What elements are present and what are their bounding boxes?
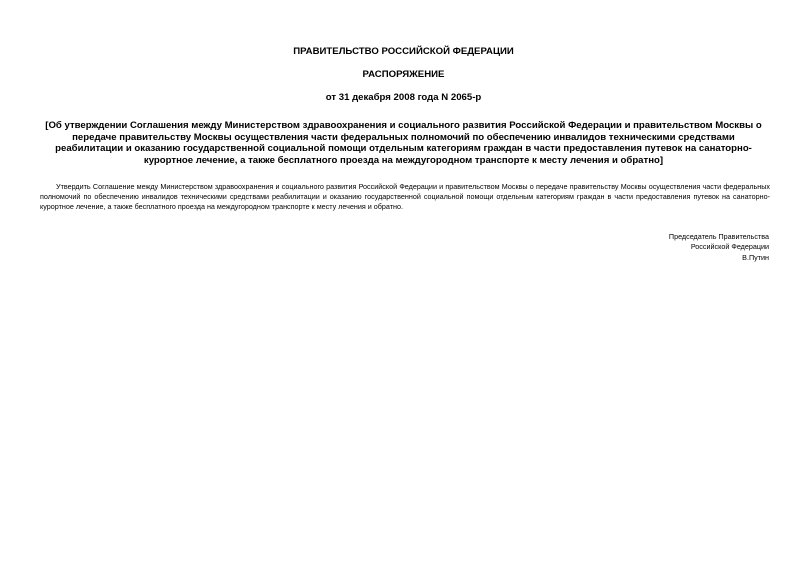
document-subject: [Об утверждении Соглашения между Министерством здравоохранения и социального развития Российской Федерации и правительством Москвы о передаче правительству Москвы осуществления части федеральных полномочий по обеспечению инвалидов техническими средствами реабилитации и оказанию государственной социальной помощи отдельным категориям граждан в части предоставления путевок на санаторно-курортное лечение, а также бесплатного проезда на междугородном транспорте к месту лечения и обратно] — [45, 120, 762, 166]
document-type-heading: РАСПОРЯЖЕНИЕ — [362, 69, 445, 80]
document-date-number: от 31 декабря 2008 года N 2065-р — [325, 92, 482, 103]
signature-title-line2: Российской Федерации — [690, 242, 769, 252]
signature-title-line1: Председатель Правительства — [668, 232, 769, 241]
signature-block — [669, 232, 769, 263]
signature-name: В.Путин — [742, 252, 769, 262]
document-body-paragraph: Утвердить Соглашение между Министерством здравоохранения и социального развития Российской Федерации и правительством Москвы о передаче правительству Москвы осуществления части федеральных полномочий по обеспечению инвалидов техническими средствами реабилитации и оказанию государственной социальной помощи отдельным категориям граждан в части предоставления путевок на санаторно-курортное лечение, а также бесплатного проезда на междугородном транспорте к месту лечения и обратно. — [40, 182, 770, 211]
organization-heading: ПРАВИТЕЛЬСТВО РОССИЙСКОЙ ФЕДЕРАЦИИ — [293, 46, 514, 57]
